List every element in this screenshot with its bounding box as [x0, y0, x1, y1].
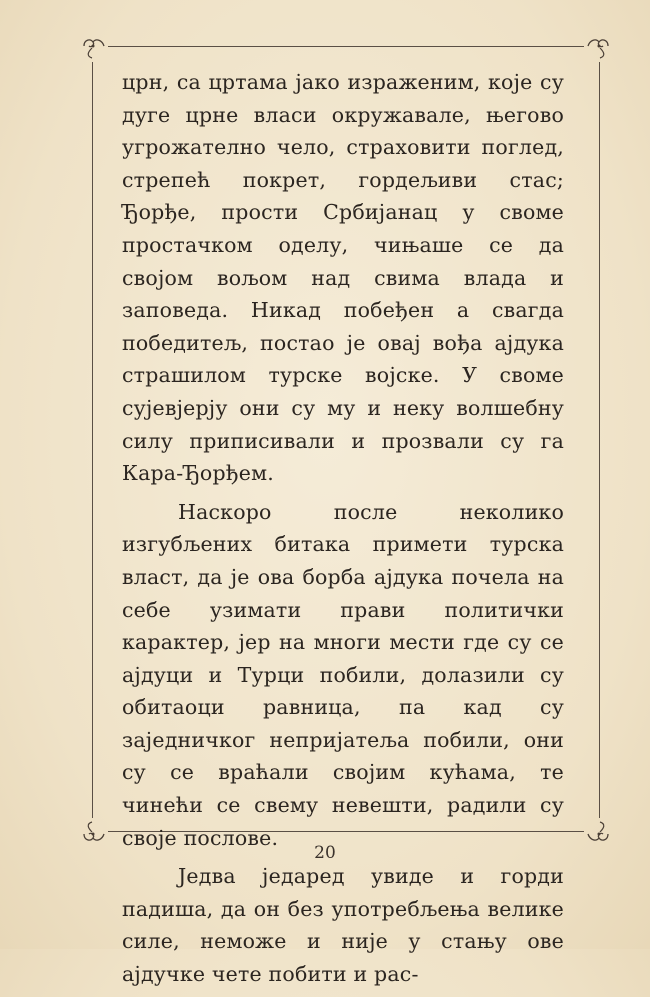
paragraph-3: Једва једаред увиде и горди падиша, да он без употребљења велике силе, неможе и није у стању ове ајдучке чете побити и рас-	[122, 864, 564, 987]
page-number: 20	[314, 843, 336, 863]
border-rule-right	[599, 62, 600, 818]
border-rule-left	[92, 62, 93, 818]
ornament-corner-icon	[80, 34, 106, 60]
paragraph-2: Наскоро после неколико изгубљених битака примети турска власт, да је ова борба ајдука почела на себе узимати прави политички карактер, јер на многи мести где су се ајдуци и Турци побили, долазили су обитаоци равница, па кад су заједничког непријатеља побили, они су се враћали својим кућама, те чинећи се свему невешти, радили су своје послове.	[122, 499, 564, 850]
paragraph-1: црн, са цртама јако израженим, које су дуге црне власи окружавале, његово угрожателно чело, страховити поглед, стрепећ покрет, гордељиви стас; Ђорђе, прости Србијанац у своме простачком оделу, чињаше се да својом вољом над свима влада и заповеда. Никад побеђен а свагда победитељ, постао је овај вођа ајдука страшилом турске војске. У своме сујевјерју они су му и неку волшебну силу приписивали и прозвали су га Кара-Ђорђем.	[122, 70, 564, 486]
ornament-corner-icon	[586, 34, 612, 60]
border-rule-top	[108, 46, 584, 47]
